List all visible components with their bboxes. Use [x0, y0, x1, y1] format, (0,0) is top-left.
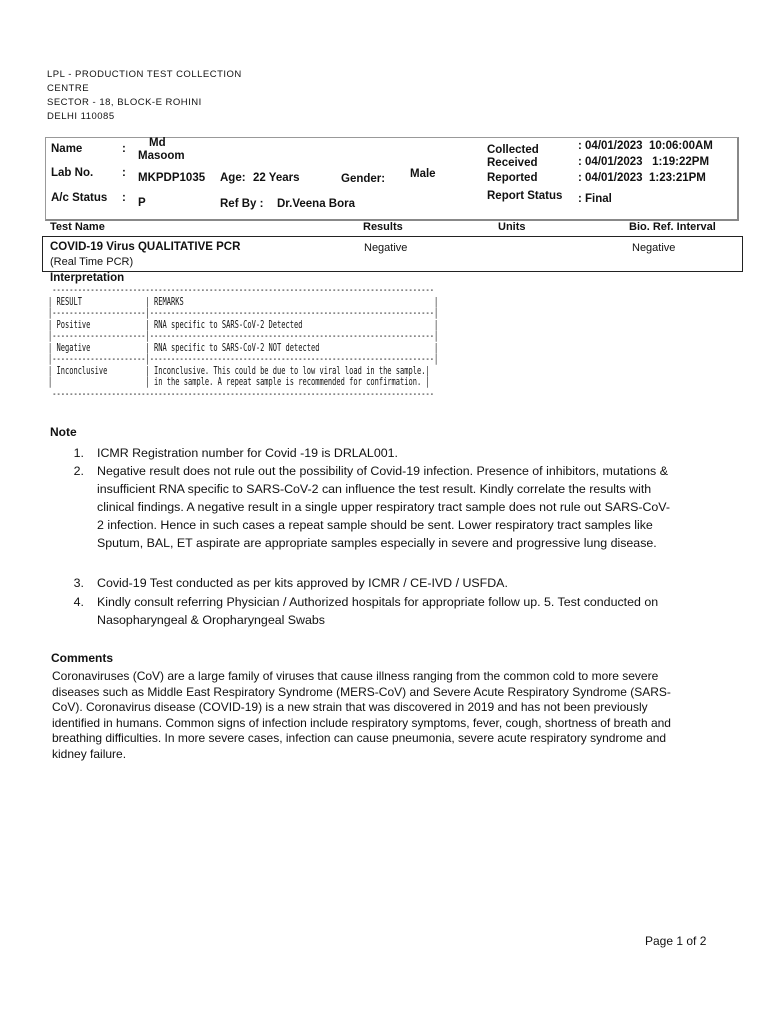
labno-label: Lab No. [51, 167, 94, 179]
list-item-text: Covid-19 Test conducted as per kits approved by ICMR / CE-IVD / USFDA. [97, 576, 508, 590]
address-line: CENTRE [47, 83, 90, 94]
header-test-name: Test Name [50, 221, 105, 233]
age-value: 22 Years [253, 172, 300, 184]
ac-status-value: P [138, 197, 146, 209]
list-item-number: 2. [73, 464, 84, 478]
reported-label: Reported [487, 172, 538, 184]
address-line: LPL - PRODUCTION TEST COLLECTION [47, 69, 242, 80]
ac-status-label: A/c Status [51, 192, 108, 204]
interpretation-title: Interpretation [50, 272, 125, 284]
patient-name-line2: Masoom [138, 150, 185, 162]
patient-name-line1: Md [149, 137, 166, 149]
list-item-text: Negative result does not rule out the possibility of Covid-19 infection. Presence of inhibitors, mutations & insufficient RNA specific to SARS-CoV-2 can influence the test result. Kindly correlate the results with clinical findings. A negative result in a single upper respiratory tract sample does not rule out SARS-CoV-2 infection. Hence in such cases a repeat sample should be sent. Lower respiratory tract samples like Sputum, BAL, ET aspirate are appropriate samples especially in severe and progressive lung disease. [97, 464, 671, 550]
header-bio-ref: Bio. Ref. Interval [629, 221, 716, 233]
test-method: (Real Time PCR) [50, 256, 134, 268]
result-value: Negative [364, 242, 408, 254]
test-name: COVID-19 Virus QUALITATIVE PCR [50, 241, 241, 253]
list-item-number: 1. [73, 446, 84, 460]
address-line: SECTOR - 18, BLOCK-E ROHINI [47, 97, 202, 108]
colon: : [122, 192, 126, 204]
colon: : [122, 167, 126, 179]
address-line: DELHI 110085 [47, 111, 115, 122]
header-units: Units [498, 221, 526, 233]
refby-value: Dr.Veena Bora [277, 198, 355, 210]
note-list [70, 444, 680, 634]
gender-value: Male [410, 168, 436, 180]
reported-value: : 04/01/2023 1:23:21PM [578, 172, 706, 184]
received-value: : 04/01/2023 1:19:22PM [578, 156, 710, 168]
header-results: Results [363, 221, 403, 233]
list-item-text: Kindly consult referring Physician / Authorized hospitals for appropriate follow up. 5. Test conducted on Nasopharyngeal & Oropharyngeal Swabs [97, 595, 659, 627]
interpretation-table: ------------------------------------------------------------------------------------------ | RESULT | REMARKS | |----------------------|-------------------------------------------------------------------| | Positive | RNA specific to SARS-CoV-2 Detected | |----------------------|-------------------------------------------------------------------| | Negative | RNA specific to SARS-CoV-2 NOT detected | |----------------------|-------------------------------------------------------------------| | Inconclusive | Inconclusive. This could be due to low viral load in the sample.| | | in the sample. A repeat sample is recommended for confirmation. | ------------------------------------------------------------------------------------------ [48, 284, 439, 400]
lab-address [47, 68, 242, 124]
age-label: Age: [220, 172, 246, 184]
report-status-value: : Final [578, 193, 612, 205]
page-number: Page 1 of 2 [645, 934, 707, 948]
list-item-text: ICMR Registration number for Covid -19 is DRLAL001. [97, 446, 398, 460]
comments-title: Comments [51, 651, 114, 665]
received-label: Received [487, 157, 538, 169]
report-status-label: Report Status [487, 190, 563, 202]
colon: : [122, 143, 126, 155]
name-label: Name [51, 143, 83, 155]
list-item-number: 4. [73, 595, 84, 609]
refby-label: Ref By : [220, 198, 264, 210]
list-item-number: 3. [73, 576, 84, 590]
collected-value: : 04/01/2023 10:06:00AM [578, 140, 713, 152]
comments-text: Coronaviruses (CoV) are a large family of viruses that cause illness ranging from the common cold to more severe diseases such as Middle East Respiratory Syndrome (MERS-CoV) and Severe Acute Respiratory Syndrome (SARS-CoV). Coronavirus disease (COVID-19) is a new strain that was discovered in 2019 and has not been previously identified in humans. Common signs of infection include respiratory symptoms, fever, cough, shortness of breath and breathing difficulties. In more severe cases, infection can cause pneumonia, severe acute respiratory syndrome and kidney failure. [52, 669, 671, 761]
gender-label: Gender: [341, 173, 386, 185]
collected-label: Collected [487, 144, 539, 156]
note-title: Note [50, 425, 77, 439]
bio-ref-value: Negative [632, 242, 676, 254]
labno-value: MKPDP1035 [138, 172, 206, 184]
